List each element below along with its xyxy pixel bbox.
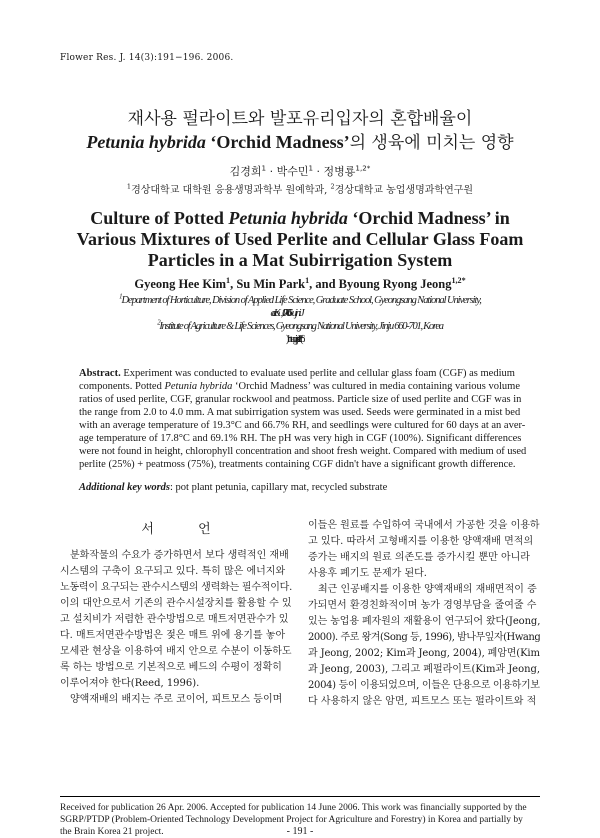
key-words-text: : pot plant petunia, capillary mat, recycled substrate bbox=[170, 482, 388, 493]
kr-affil-sup-2: 2 bbox=[330, 182, 335, 191]
page-number: - 191 - bbox=[286, 826, 314, 837]
korean-affiliations bbox=[0, 181, 600, 196]
corresponding-author-note bbox=[0, 333, 600, 346]
body-line: 분화작물의 수요가 증가하면서 보다 생력적인 재배 bbox=[70, 550, 289, 561]
en-affil-sup-2: 2 bbox=[157, 319, 160, 327]
en-author-3-sup: 1,2* bbox=[451, 275, 466, 285]
abstract-line-8: perlite (25%) + peatmoss (75%), treatments containing CGF didn't have a significant growth difference. bbox=[79, 459, 516, 470]
body-line: 과 Jeong, 2002; Kim과 Jeong, 2004), 폐암면(Kim bbox=[308, 648, 540, 659]
kr-author-1-sup: 1 bbox=[261, 163, 267, 173]
body-line: 록 하는 방법으로 기본적으로 베드의 수평이 정확히 bbox=[60, 662, 282, 673]
body-line: 모세관 현상을 이용하여 배지 안으로 수분이 이동하도 bbox=[60, 646, 292, 657]
kr-affil-2: 경상대학교 농업생명과학연구원 bbox=[334, 185, 474, 196]
body-line: 과 Jeong, 2003), 그리고 폐펄라이트(Kim과 Jeong, bbox=[308, 664, 540, 675]
body-line: 이루어져야 한다(Reed, 1996). bbox=[60, 678, 200, 689]
abstract-species: Petunia hybrida bbox=[164, 381, 233, 392]
body-line: 노동력이 요구되는 관수시스템의 생력화는 필수적이다. bbox=[60, 582, 292, 593]
english-title-line-1 bbox=[0, 208, 600, 229]
body-line: 증가는 배지의 원료 의존도를 증가시킬 뿐만 아니라 bbox=[308, 552, 530, 563]
kr-author-2-sup: 1 bbox=[308, 163, 314, 173]
kr-author-sep-2: · bbox=[313, 165, 324, 178]
journal-citation: Flower Res. J. 14(3):191−196. 2006. bbox=[60, 53, 234, 63]
en-author-2: , Su Min Park bbox=[230, 277, 306, 291]
abstract-label: Abstract. bbox=[79, 368, 121, 379]
korean-authors bbox=[0, 163, 600, 179]
kr-author-1: 김경희 bbox=[229, 165, 262, 178]
en-affil-line-2 bbox=[0, 307, 600, 320]
intro-left-column bbox=[60, 518, 292, 708]
en-affil-line-1 bbox=[0, 294, 600, 307]
body-line: 고 설치비가 저렴한 관수방법으로 매트저면관수가 있 bbox=[60, 614, 289, 625]
korean-title-cultivar: ‘Orchid Madness’ bbox=[205, 132, 350, 152]
en-affil-text-3: Institute of Agriculture & Life Sciences, Gyeongsang National University, Jinju 660-701, Korea bbox=[159, 321, 443, 332]
body-line: 고 있다. 따라서 고형배지를 이용한 양액재배 면적의 bbox=[308, 536, 534, 547]
body-line: 양액재배의 배지는 주로 코이어, 피트모스 등이며 bbox=[70, 694, 283, 705]
en-title-species: Petunia hybrida bbox=[228, 208, 348, 228]
body-line: 최근 인공배지를 이용한 양액재배의 재배면적이 증 bbox=[318, 584, 537, 595]
body-line: 이의 대안으로서 기존의 관수시설장치를 활용할 수 있 bbox=[60, 598, 292, 609]
body-line: 가되면서 환경친화적이며 농가 경영부담을 줄여줄 수 bbox=[308, 600, 537, 611]
abstract-line-6: age temperature of 17.8°C and 69.1% RH. The pH was very high in CGF (100%). Significant differences bbox=[79, 433, 522, 444]
abstract-text-1: Experiment was conducted to evaluate used perlite and cellular glass foam (CGF) as medium bbox=[120, 368, 515, 379]
english-authors bbox=[0, 277, 600, 292]
en-author-2-sup: 1 bbox=[305, 275, 310, 285]
en-title-post: ‘Orchid Madness’ in bbox=[347, 208, 510, 228]
korean-title-species: Petunia hybrida bbox=[86, 132, 206, 152]
kr-author-sep-1: · bbox=[266, 165, 277, 178]
english-affiliations bbox=[0, 294, 600, 346]
footnote-line-3: the Brain Korea 21 project. bbox=[60, 827, 164, 837]
korean-title-line-1: 재사용 펄라이트와 발포유리입자의 혼합배율이 bbox=[127, 109, 473, 129]
intro-right-column bbox=[308, 518, 540, 710]
body-line: 이들은 원료를 수입하여 국내에서 가공한 것을 이용하 bbox=[308, 520, 540, 531]
korean-title-line-2 bbox=[0, 128, 600, 153]
key-words bbox=[79, 482, 387, 493]
en-title-pre: Culture of Potted bbox=[90, 208, 229, 228]
en-author-3: , and Byoung Ryong Jeong bbox=[309, 277, 452, 291]
intro-left-text bbox=[60, 548, 292, 708]
key-words-label: Additional key words bbox=[79, 482, 171, 493]
english-title bbox=[0, 208, 600, 271]
kr-author-3-sup: 1,2* bbox=[355, 163, 371, 173]
abstract-line-5: with an average temperature of 19.3°C and 66.7% RH, and seedlings were cultured for 60 days at an aver- bbox=[79, 420, 526, 431]
intro-right-text bbox=[308, 518, 540, 710]
abstract bbox=[79, 367, 526, 471]
en-author-1-sup: 1 bbox=[226, 275, 231, 285]
en-affil-sup-1: 1 bbox=[119, 293, 122, 301]
body-line: 있는 농업용 폐자원의 재활용이 연구되어 왔다(Jeong, bbox=[308, 616, 540, 627]
section-heading-introduction: 서 언 bbox=[141, 522, 231, 537]
body-line: 2004) 등이 이용되었으며, 이들은 단용으로 이용하기보 bbox=[308, 680, 540, 691]
kr-author-2: 박수민 bbox=[276, 165, 309, 178]
kr-affil-1: 경상대학교 대학원 응용생명과학부 원예학과, bbox=[131, 185, 331, 196]
abstract-line-4: the range from 2.0 to 4.0 mm. A mat subirrigation system was used. Seeds were germinated in a mist bed bbox=[79, 407, 521, 418]
abstract-line-3: ratios of used perlite, CGF, granular rockwool and peatmoss. Particle size of used perlite and CGF was in bbox=[79, 394, 522, 405]
abstract-line-7: were not found in height, chlorophyll concentration and shoot fresh weight. Compared with medium of used bbox=[79, 446, 527, 457]
body-line: 시스템의 구축이 요구되고 있다. 특히 많은 에너지와 bbox=[60, 566, 286, 577]
abstract-text-2b: ‘Orchid Madness’ was cultured in media containing various volume bbox=[232, 381, 521, 392]
body-line: 다. 매트저면관수방법은 젖은 매트 위에 용기를 놓아 bbox=[60, 630, 286, 641]
en-affil-line-3 bbox=[0, 320, 600, 333]
body-line: 2000). 주로 왕겨(Song 등, 1996), 밤나무잎자(Hwang bbox=[308, 632, 540, 643]
abstract-line-2 bbox=[79, 380, 526, 393]
kr-affil-sup-1: 1 bbox=[126, 182, 132, 191]
body-line: 다 사용하지 않은 암면, 피트모스 또는 펄라이트와 적 bbox=[308, 696, 537, 707]
kr-author-3: 정병룡 bbox=[323, 165, 356, 178]
footnote-line-2: SGRP/PTDP (Problem-Oriented Technology Development Project for Agriculture and Forestry) in Korea and partially by bbox=[60, 815, 523, 825]
en-affil-text-1: Department of Horticulture, Division of Applied Life Science, Graduate School, Gyeongsang National University, bbox=[121, 295, 481, 306]
body-line: 사용후 폐기도 문제가 된다. bbox=[308, 568, 427, 579]
footnote-divider bbox=[60, 796, 540, 797]
english-title-line-2: Various Mixtures of Used Perlite and Cellular Glass Foam bbox=[76, 229, 524, 249]
abstract-line-1 bbox=[79, 367, 526, 380]
footnote-line-1: Received for publication 26 Apr. 2006. Accepted for publication 14 June 2006. This work was financially supported by the bbox=[60, 803, 527, 813]
korean-title-rest: 의 생육에 미치는 영향 bbox=[349, 133, 514, 153]
english-title-line-3: Particles in a Mat Subirrigation System bbox=[147, 250, 453, 270]
en-author-1: Gyeong Hee Kim bbox=[134, 277, 226, 291]
abstract-text-2a: components. Potted bbox=[79, 381, 165, 392]
